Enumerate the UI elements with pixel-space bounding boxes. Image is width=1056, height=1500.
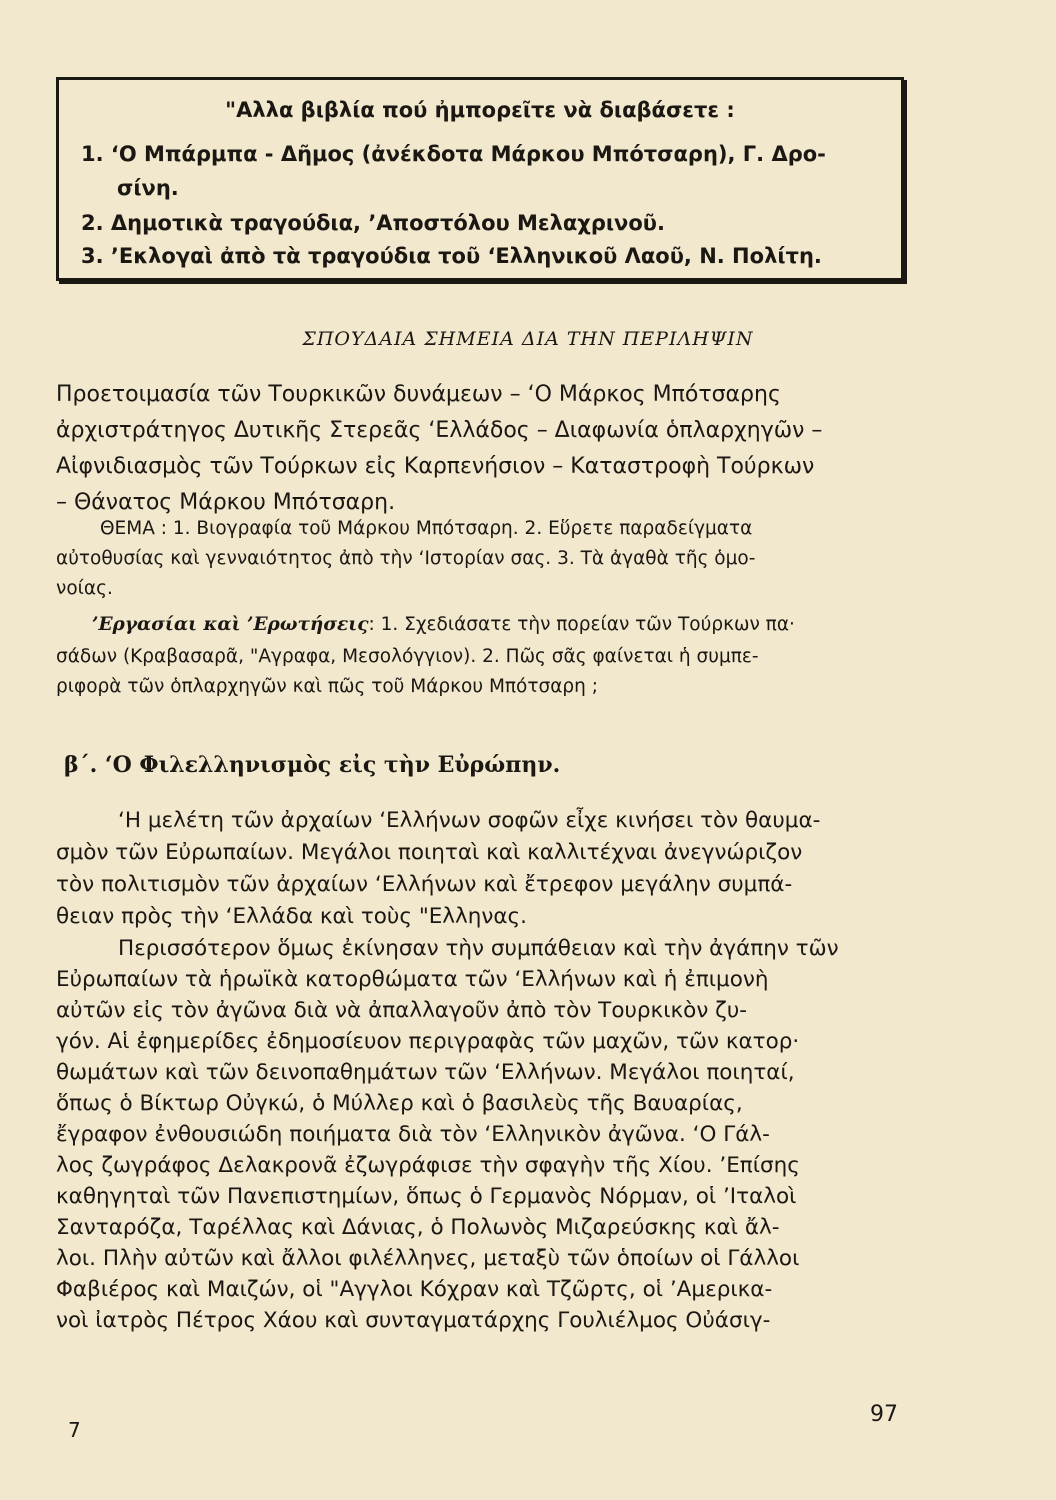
thema-line: νοίας. — [56, 578, 113, 599]
body-line: γόν. Αἱ ἐφημερίδες ἐδημοσίευον περιγραφὰς τῶν μαχῶν, τῶν κατορ· — [56, 1029, 800, 1054]
body-line: Εὐρωπαίων τὰ ἡρωϊκὰ κατορθώματα τῶν ‘Ελλήνων καὶ ἡ ἐπιμονὴ — [56, 967, 769, 992]
body-line: νοὶ ἰατρὸς Πέτρος Χάου καὶ συνταγματάρχης Γουλιέλμος Οὐάσιγ- — [56, 1308, 771, 1333]
body-line: ἔγραφον ἐνθουσιώδη ποιήματα διὰ τὸν ‘Ελληνικὸν ἀγῶνα. ‘Ο Γάλ- — [56, 1122, 770, 1147]
body-line: ὅπως ὁ Βίκτωρ Οὐγκώ, ὁ Μύλλερ καὶ ὁ βασιλεὺς τῆς Βαυαρίας, — [56, 1091, 743, 1116]
thema-line: αὐτοθυσίας καὶ γενναιότητος ἀπὸ τὴν ‘Ιστορίαν σας. 3. Τὰ ἀγαθὰ τῆς ὁμο- — [56, 548, 756, 569]
questions-line-1-rest: : 1. Σχεδιάσατε τὴν πορείαν τῶν Τούρκων πα· — [368, 614, 795, 635]
summary-line: ἀρχιστράτηγος Δυτικῆς Στερεᾶς ‘Ελλάδος – Διαφωνία ὁπλαρχηγῶν – — [56, 418, 823, 443]
summary-heading: ΣΠΟΥΔΑΙΑ ΣΗΜΕΙΑ ΔΙΑ ΤΗΝ ΠΕΡΙΛΗΨΙΝ — [302, 328, 754, 350]
body-line: καθηγηταὶ τῶν Πανεπιστημίων, ὅπως ὁ Γερμανὸς Νόρμαν, οἱ ’Ιταλοὶ — [56, 1184, 797, 1209]
further-reading-title: "Αλλα βιβλία πού ἠμπορεῖτε νὰ διαβάσετε : — [225, 98, 735, 122]
body-line: Φαβιέρος καὶ Μαιζών, οἱ "Αγγλοι Κόχραν καὶ Τζῶρτς, οἱ ’Αμερικα- — [56, 1277, 773, 1302]
questions-label: ’Εργασίαι καὶ ’Ερωτήσεις — [92, 614, 369, 635]
summary-line: Προετοιμασία τῶν Τουρκικῶν δυνάμεων – ‘Ο Μάρκος Μπότσαρης — [56, 382, 781, 407]
thema-line: ΘΕΜΑ : 1. Βιογραφία τοῦ Μάρκου Μπότσαρη. 2. Εὕρετε παραδείγματα — [100, 518, 753, 539]
further-reading-box — [56, 77, 904, 281]
questions-line-3: ριφορὰ τῶν ὁπλαρχηγῶν καὶ πῶς τοῦ Μάρκου Μπότσαρη ; — [56, 676, 599, 697]
body-line: τὸν πολιτισμὸν τῶν ἀρχαίων ‘Ελλήνων καὶ ἔτρεφον μεγάλην συμπά- — [56, 872, 793, 897]
body-line: σμὸν τῶν Εὐρωπαίων. Μεγάλοι ποιηταὶ καὶ καλλιτέχναι ἀνεγνώριζον — [56, 840, 803, 865]
reading-item-1-line-2: σίνη. — [117, 176, 179, 200]
section-title: β΄. ‘Ο Φιλελληνισμὸς εἰς τὴν Εὐρώπην. — [64, 752, 561, 778]
questions-line-2: σάδων (Κραβασαρᾶ, "Αγραφα, Μεσολόγγιον). 2. Πῶς σᾶς φαίνεται ἡ συμπε- — [56, 646, 759, 667]
reading-item-3: 3. ’Εκλογαὶ ἀπὸ τὰ τραγούδια τοῦ ‘Ελληνικοῦ Λαοῦ, Ν. Πολίτη. — [81, 244, 822, 268]
body-line: λος ζωγράφος Δελακρονᾶ ἐζωγράφισε τὴν σφαγὴν τῆς Χίου. ’Επίσης — [56, 1153, 800, 1178]
summary-line: – Θάνατος Μάρκου Μπότσαρη. — [56, 490, 396, 515]
body-line: αὐτῶν εἰς τὸν ἀγῶνα διὰ νὰ ἀπαλλαγοῦν ἀπὸ τὸν Τουρκικὸν ζυ- — [56, 998, 748, 1023]
body-line: θειαν πρὸς τὴν ‘Ελλάδα καὶ τοὺς "Ελληνας. — [56, 904, 528, 929]
body-line: θωμάτων καὶ τῶν δεινοπαθημάτων τῶν ‘Ελλήνων. Μεγάλοι ποιηταί, — [56, 1060, 795, 1085]
body-line: λοι. Πλὴν αὐτῶν καὶ ἄλλοι φιλέλληνες, μεταξὺ τῶν ὁποίων οἱ Γάλλοι — [56, 1246, 800, 1271]
signature-mark: 7 — [68, 1418, 81, 1442]
summary-line: Αἰφνιδιασμὸς τῶν Τούρκων εἰς Καρπενήσιον – Καταστροφὴ Τούρκων — [56, 454, 815, 479]
questions-line-1 — [92, 614, 795, 635]
page-number: 97 — [870, 1402, 898, 1427]
body-line: Περισσότερον ὅμως ἐκίνησαν τὴν συμπάθειαν καὶ τὴν ἀγάπην τῶν — [118, 936, 839, 961]
reading-item-2: 2. Δημοτικὰ τραγούδια, ’Αποστόλου Μελαχρινοῦ. — [81, 211, 665, 235]
body-line: Σανταρόζα, Ταρέλλας καὶ Δάνιας, ὁ Πολωνὸς Μιζαρεύσκης καὶ ἄλ- — [56, 1215, 780, 1240]
reading-item-1-line-1: 1. ‘Ο Μπάρμπα - Δῆμος (ἀνέκδοτα Μάρκου Μπότσαρη), Γ. Δρο- — [81, 142, 826, 166]
body-line: ‘Η μελέτη τῶν ἀρχαίων ‘Ελλήνων σοφῶν εἶχε κινήσει τὸν θαυμα- — [118, 808, 821, 833]
